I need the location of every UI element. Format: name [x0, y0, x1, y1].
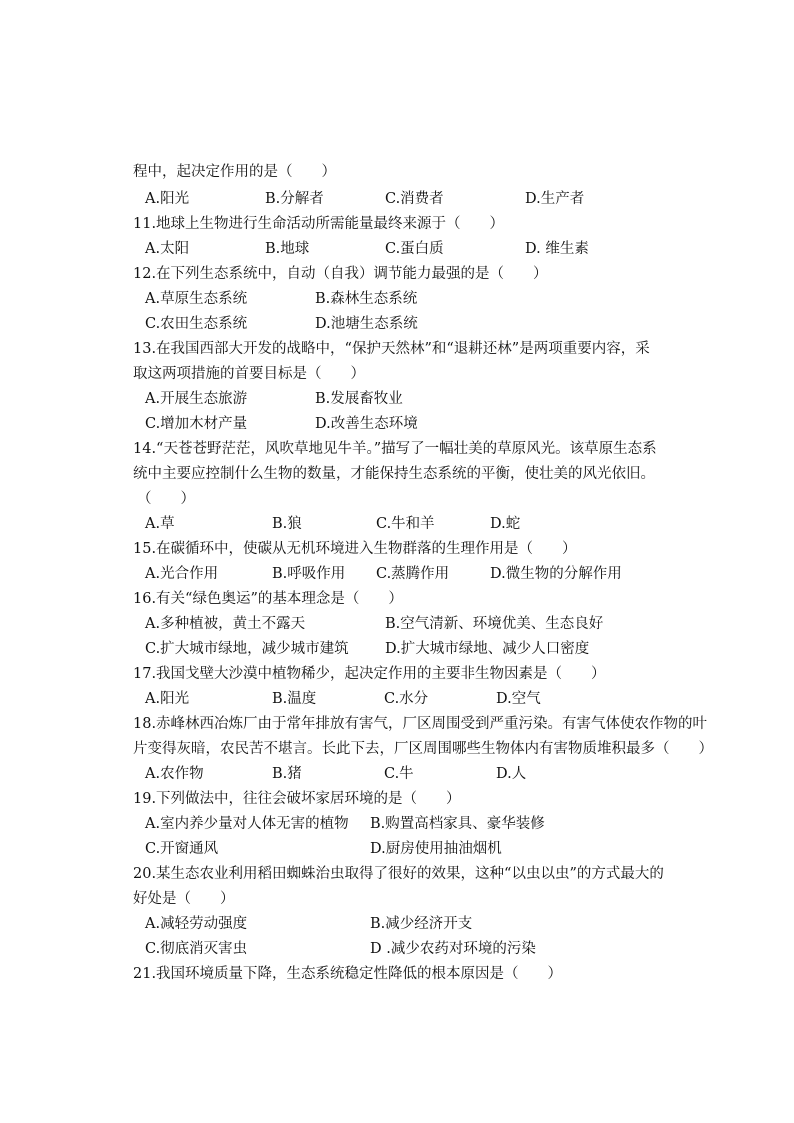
- q10-option-c: C.消费者: [385, 191, 444, 207]
- q10-stem-tail: 程中，起决定作用的是（ ）: [133, 164, 336, 180]
- q15-option-a: A.光合作用: [145, 566, 219, 582]
- q13-stem-line2: 取这两项措施的首要目标是（ ）: [133, 366, 365, 382]
- q11-option-c: C.蛋白质: [385, 241, 444, 257]
- q14-stem-line1: 14.“天苍苍野茫茫，风吹草地见牛羊。”描写了一幅壮美的草原风光。该草原生态系: [133, 441, 657, 457]
- q17-option-b: B.温度: [272, 691, 317, 707]
- q17-option-d: D.空气: [496, 691, 541, 707]
- q16-option-d: D.扩大城市绿地、减少人口密度: [385, 641, 590, 657]
- q10-option-d: D.生产者: [525, 191, 585, 207]
- q14-stem-line2: 统中主要应控制什么生物的数量，才能保持生态系统的平衡，使壮美的风光依旧。: [133, 466, 655, 482]
- q16-option-b: B.空气清新、环境优美、生态良好: [385, 616, 604, 632]
- q18-stem-line2: 片变得灰暗，农民苦不堪言。长此下去，厂区周围哪些生物体内有害物质堆积最多（ ）: [133, 741, 713, 757]
- q20-option-a: A.减轻劳动强度: [145, 916, 248, 932]
- q13-option-a: A.开展生态旅游: [145, 391, 248, 407]
- q20-stem-line1: 20.某生态农业利用稻田蜘蛛治虫取得了很好的效果，这种“以虫以虫”的方式最大的: [133, 866, 664, 882]
- q18-option-a: A.农作物: [145, 766, 204, 782]
- q20-option-d: D .减少农药对环境的污染: [370, 941, 536, 957]
- q16-option-c: C.扩大城市绿地，减少城市建筑: [145, 641, 349, 657]
- q11-option-d: D. 维生素: [525, 241, 589, 257]
- q12-option-c: C.农田生态系统: [145, 316, 248, 332]
- q15-option-c: C.蒸腾作用: [376, 566, 450, 582]
- q19-option-c: C.开窗通风: [145, 841, 219, 857]
- q14-option-b: B.狼: [272, 516, 302, 532]
- q14-option-d: D.蛇: [490, 516, 521, 532]
- q16-option-a: A.多种植被，黄土不露天: [145, 616, 306, 632]
- q13-option-d: D.改善生态环境: [315, 416, 418, 432]
- q17-option-a: A.阳光: [145, 691, 190, 707]
- q21-stem: 21.我国环境质量下降，生态系统稳定性降低的根本原因是（ ）: [133, 966, 563, 982]
- q11-option-a: A.太阳: [145, 241, 190, 257]
- q19-option-d: D.厨房使用抽油烟机: [370, 841, 502, 857]
- q10-option-a: A.阳光: [145, 191, 190, 207]
- q10-option-b: B.分解者: [265, 191, 324, 207]
- q20-option-c: C.彻底消灭害虫: [145, 941, 248, 957]
- q14-stem-line3: （ ）: [137, 491, 195, 507]
- q20-stem-line2: 好处是（ ）: [133, 891, 235, 907]
- q18-option-d: D.人: [496, 766, 527, 782]
- q19-option-b: B.购置高档家具、豪华装修: [370, 816, 545, 832]
- q19-stem: 19.下列做法中，往往会破坏家居环境的是（ ）: [133, 791, 461, 807]
- q17-stem: 17.我国戈壁大沙漠中植物稀少，起决定作用的主要非生物因素是（ ）: [133, 666, 606, 682]
- q13-option-c: C.增加木材产量: [145, 416, 248, 432]
- q11-stem: 11.地球上生物进行生命活动所需能量最终来源于（ ）: [133, 216, 505, 232]
- q20-option-b: B.减少经济开支: [370, 916, 473, 932]
- q18-option-c: C.牛: [384, 766, 414, 782]
- q18-stem-line1: 18.赤峰林西冶炼厂由于常年排放有害气，厂区周围受到严重污染。有害气体使农作物的叶: [133, 716, 708, 732]
- q12-option-a: A.草原生态系统: [145, 291, 248, 307]
- q11-option-b: B.地球: [265, 241, 310, 257]
- q13-stem-line1: 13.在我国西部大开发的战略中，“保护天然林”和“退耕还林”是两项重要内容，采: [133, 341, 650, 357]
- q14-option-c: C.牛和羊: [376, 516, 435, 532]
- q14-option-a: A.草: [145, 516, 175, 532]
- q18-option-b: B.猪: [272, 766, 302, 782]
- q16-stem: 16.有关“绿色奥运”的基本理念是（ ）: [133, 591, 403, 607]
- q15-stem: 15.在碳循环中，使碳从无机环境进入生物群落的生理作用是（ ）: [133, 541, 577, 557]
- q15-option-b: B.呼吸作用: [272, 566, 346, 582]
- q17-option-c: C.水分: [384, 691, 429, 707]
- q12-option-d: D.池塘生态系统: [315, 316, 418, 332]
- q12-option-b: B.森林生态系统: [315, 291, 418, 307]
- q12-stem: 12.在下列生态系统中，自动（自我）调节能力最强的是（ ）: [133, 266, 548, 282]
- q19-option-a: A.室内养少量对人体无害的植物: [145, 816, 349, 832]
- q15-option-d: D.微生物的分解作用: [490, 566, 622, 582]
- q13-option-b: B.发展畜牧业: [315, 391, 403, 407]
